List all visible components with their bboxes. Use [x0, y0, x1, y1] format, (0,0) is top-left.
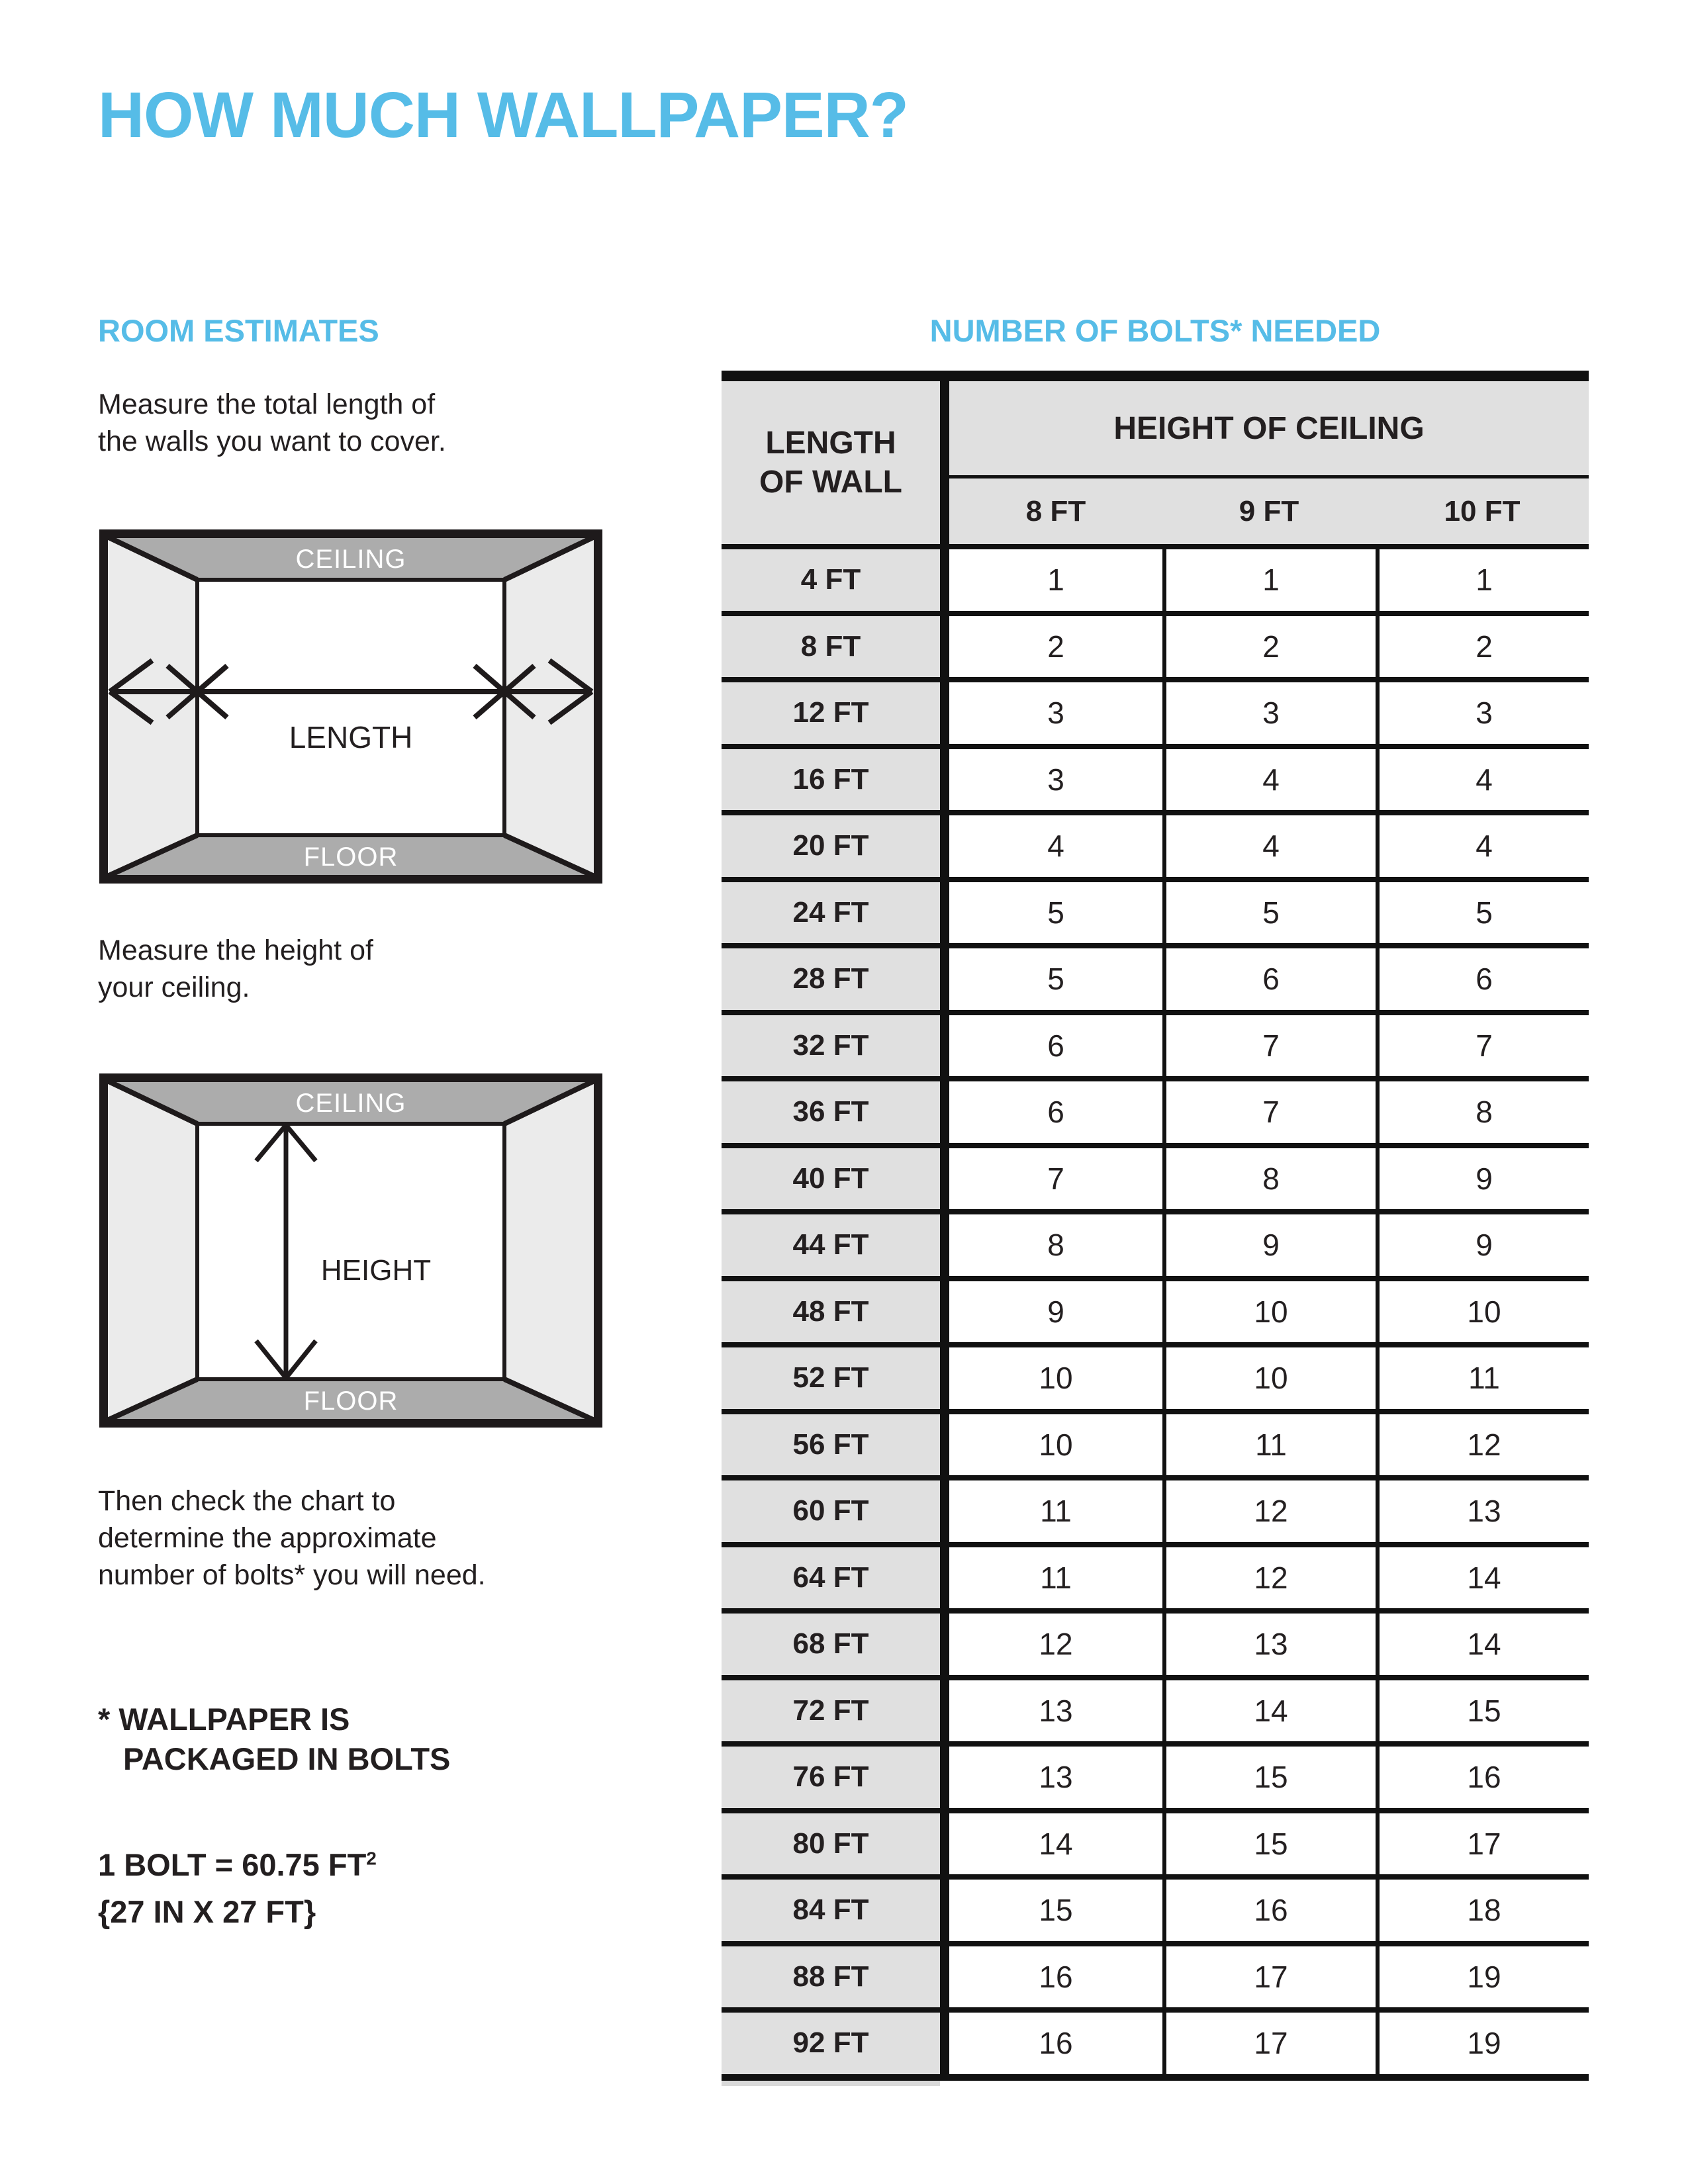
table-bottom-gray-strip	[722, 2081, 940, 2086]
table-row	[722, 1608, 1589, 1675]
bolt-count-cell: 14	[1376, 1547, 1589, 1609]
room-estimates-heading: ROOM ESTIMATES	[98, 313, 379, 348]
bolt-count-cell: 9	[1376, 1148, 1589, 1210]
superscript-two: 2	[366, 1848, 377, 1869]
bolt-count-cell: 12	[1376, 1414, 1589, 1476]
bolt-count-cell: 16	[949, 1946, 1162, 2008]
footnote-line: * WALLPAPER IS	[98, 1702, 350, 1737]
row-vertical-divider	[940, 1281, 949, 1343]
row-vertical-divider	[940, 1747, 949, 1808]
table-row	[722, 1675, 1589, 1742]
length-label: LENGTH	[289, 720, 413, 754]
paragraph-check-chart	[98, 1482, 641, 1594]
height-label: HEIGHT	[320, 1254, 432, 1287]
wall-length-label: 24 FT	[722, 882, 940, 944]
bolt-count-cell: 9	[1162, 1214, 1376, 1276]
bolt-count-cell: 11	[1162, 1414, 1376, 1476]
bolt-count-cell: 12	[1162, 1547, 1376, 1609]
row-vertical-divider	[940, 1480, 949, 1542]
column-header-9ft: 9 FT	[1239, 494, 1299, 527]
bolt-count-cell: 17	[1162, 1946, 1376, 2008]
ceiling-label: CEILING	[295, 545, 406, 574]
wall-length-label: 88 FT	[722, 1946, 940, 2008]
bolt-count-cell: 10	[1162, 1347, 1376, 1409]
bolt-count-cell: 6	[1376, 948, 1589, 1010]
bolt-equation: 1 BOLT = 60.75 $FT^2$	[98, 1847, 377, 1882]
wall-length-label: 28 FT	[722, 948, 940, 1010]
table-row	[722, 1808, 1589, 1875]
bolt-count-cell: 5	[1162, 882, 1376, 944]
table-row	[722, 1874, 1589, 1941]
bolt-count-cell: 15	[1162, 1813, 1376, 1875]
row-vertical-divider	[940, 1547, 949, 1609]
wall-length-label: 44 FT	[722, 1214, 940, 1276]
row-vertical-divider	[940, 549, 949, 611]
row-vertical-divider	[940, 1347, 949, 1409]
row-vertical-divider	[940, 948, 949, 1010]
paragraph-line: determine the approximate	[98, 1522, 437, 1554]
bolt-count-cell: 17	[1162, 2013, 1376, 2074]
bolt-count-cell: 1	[1376, 549, 1589, 611]
table-row	[722, 1076, 1589, 1143]
bolts-needed-heading: NUMBER OF BOLTS* NEEDED	[929, 313, 1381, 348]
bolt-dimensions: {27 IN X 27 FT}	[98, 1894, 316, 1929]
bolt-count-cell: 8	[949, 1214, 1162, 1276]
bolt-count-cell: 6	[949, 1081, 1162, 1143]
wallpaper-bolts-footnote	[98, 1700, 628, 1779]
table-row	[722, 943, 1589, 1010]
row-vertical-divider	[940, 1148, 949, 1210]
bolt-count-cell: 4	[1162, 815, 1376, 877]
bolt-count-cell: 3	[1162, 682, 1376, 744]
wall-length-label: 80 FT	[722, 1813, 940, 1875]
row-vertical-divider	[940, 1081, 949, 1143]
row-vertical-divider	[940, 1015, 949, 1077]
table-bottom-border	[722, 2074, 1589, 2081]
bolt-count-cell: 10	[949, 1414, 1162, 1476]
wall-length-label: 20 FT	[722, 815, 940, 877]
bolt-count-cell: 1	[1162, 549, 1376, 611]
bolt-count-cell: 3	[949, 682, 1162, 744]
wall-length-label: 48 FT	[722, 1281, 940, 1343]
bolt-count-cell: 4	[1376, 749, 1589, 811]
row-vertical-divider	[940, 1946, 949, 2008]
row-vertical-divider	[940, 1414, 949, 1476]
bolt-count-cell: 4	[949, 815, 1162, 877]
paragraph-line: your ceiling.	[98, 972, 250, 1003]
paragraph-measure-height	[98, 932, 601, 1006]
wall-length-label: 12 FT	[722, 682, 940, 744]
height-of-ceiling-header: HEIGHT OF CEILING	[1113, 410, 1425, 446]
bolt-count-cell: 9	[949, 1281, 1162, 1343]
asterisk: *	[98, 1702, 111, 1737]
column-header-10ft: 10 FT	[1444, 494, 1521, 527]
bolt-count-cell: 3	[1376, 682, 1589, 744]
table-row	[722, 1209, 1589, 1276]
row-vertical-divider	[940, 882, 949, 944]
bolt-count-cell: 15	[949, 1880, 1162, 1941]
wall-length-label: 64 FT	[722, 1547, 940, 1609]
table-row	[722, 1741, 1589, 1808]
table-row	[722, 1143, 1589, 1210]
table-row	[722, 1276, 1589, 1343]
paragraph-line: number of bolts* you will need.	[98, 1559, 486, 1591]
wall-length-label: 16 FT	[722, 749, 940, 811]
bolt-count-cell: 10	[1162, 1281, 1376, 1343]
bolts-needed-table	[722, 371, 1589, 2086]
table-row	[722, 1342, 1589, 1409]
bolt-count-cell: 2	[949, 616, 1162, 678]
wall-length-label: 52 FT	[722, 1347, 940, 1409]
bolt-count-cell: 16	[949, 2013, 1162, 2074]
bolt-count-cell: 6	[1162, 948, 1376, 1010]
bolt-count-cell: 14	[1376, 1614, 1589, 1675]
right-wall-surface	[504, 1080, 596, 1421]
bolt-count-cell: 13	[949, 1680, 1162, 1742]
bolt-count-cell: 5	[949, 948, 1162, 1010]
bolt-count-cell: 7	[1162, 1081, 1376, 1143]
paragraph-line: Measure the height of	[98, 934, 373, 966]
bolt-count-cell: 15	[1376, 1680, 1589, 1742]
bolt-count-cell: 4	[1162, 749, 1376, 811]
wall-length-label: 4 FT	[722, 549, 940, 611]
row-vertical-divider	[940, 1214, 949, 1276]
bolt-count-cell: 8	[1162, 1148, 1376, 1210]
bolt-count-cell: 11	[949, 1547, 1162, 1609]
bolt-count-cell: 13	[949, 1747, 1162, 1808]
table-row	[722, 1542, 1589, 1609]
wall-length-label: 84 FT	[722, 1880, 940, 1941]
row-vertical-divider	[940, 682, 949, 744]
bolt-count-cell: 3	[949, 749, 1162, 811]
row-vertical-divider	[940, 2013, 949, 2074]
row-vertical-divider	[940, 815, 949, 877]
wall-length-label: 8 FT	[722, 616, 940, 678]
bolt-count-cell: 19	[1376, 2013, 1589, 2074]
table-row	[722, 810, 1589, 877]
ceiling-height-subheader-row	[949, 478, 1589, 544]
table-row	[722, 2007, 1589, 2074]
row-vertical-divider	[940, 1680, 949, 1742]
paragraph-line: Measure the total length of	[98, 388, 436, 420]
row-vertical-divider	[940, 749, 949, 811]
header-vertical-divider	[940, 381, 949, 544]
bolt-count-cell: 7	[1162, 1015, 1376, 1077]
row-vertical-divider	[940, 1614, 949, 1675]
paragraph-measure-length	[98, 386, 601, 460]
room-length-diagram	[99, 529, 602, 884]
footnote-line: PACKAGED IN BOLTS	[123, 1741, 451, 1776]
height-of-ceiling-header-group	[949, 381, 1589, 544]
bolt-count-cell: 15	[1162, 1747, 1376, 1808]
back-wall	[197, 580, 504, 835]
length-of-wall-header: LENGTH OF WALL	[759, 426, 902, 500]
table-top-border	[722, 371, 1589, 381]
bolt-count-cell: 7	[949, 1148, 1162, 1210]
bolt-count-cell: 10	[949, 1347, 1162, 1409]
room-height-diagram	[99, 1073, 602, 1428]
bolt-size-info	[98, 1841, 628, 1935]
wall-length-label: 60 FT	[722, 1480, 940, 1542]
bolt-count-cell: 16	[1162, 1880, 1376, 1941]
bolt-count-cell: 1	[949, 549, 1162, 611]
bolt-count-cell: 4	[1376, 815, 1589, 877]
bolt-count-cell: 12	[1162, 1480, 1376, 1542]
bolt-count-cell: 11	[1376, 1347, 1589, 1409]
bolt-count-cell: 14	[1162, 1680, 1376, 1742]
wall-length-label: 68 FT	[722, 1614, 940, 1675]
table-row	[722, 877, 1589, 944]
bolt-count-cell: 8	[1376, 1081, 1589, 1143]
table-row	[722, 1941, 1589, 2008]
wall-length-label: 72 FT	[722, 1680, 940, 1742]
paragraph-line: the walls you want to cover.	[98, 426, 446, 457]
back-wall	[197, 1124, 504, 1379]
table-row	[722, 1409, 1589, 1476]
wall-length-label: 32 FT	[722, 1015, 940, 1077]
table-row	[722, 611, 1589, 678]
page-title: HOW MUCH WALLPAPER?	[98, 79, 908, 151]
table-row	[722, 744, 1589, 811]
bolt-count-cell: 11	[949, 1480, 1162, 1542]
column-header-8ft: 8 FT	[1025, 494, 1086, 527]
wall-length-label: 76 FT	[722, 1747, 940, 1808]
row-vertical-divider	[940, 1813, 949, 1875]
wall-length-label: 92 FT	[722, 2013, 940, 2074]
wall-length-label: 36 FT	[722, 1081, 940, 1143]
table-row	[722, 677, 1589, 744]
floor-label: FLOOR	[303, 842, 399, 872]
table-header	[722, 381, 1589, 544]
bolt-count-cell: 2	[1162, 616, 1376, 678]
row-vertical-divider	[940, 1880, 949, 1941]
wall-length-label: 56 FT	[722, 1414, 940, 1476]
ceiling-label: CEILING	[295, 1089, 406, 1118]
bolt-count-cell: 13	[1376, 1480, 1589, 1542]
bolt-count-cell: 2	[1376, 616, 1589, 678]
floor-label: FLOOR	[303, 1387, 399, 1416]
bolt-count-cell: 14	[949, 1813, 1162, 1875]
table-row	[722, 544, 1589, 611]
wall-length-label: 40 FT	[722, 1148, 940, 1210]
row-vertical-divider	[940, 616, 949, 678]
bolt-count-cell: 9	[1376, 1214, 1589, 1276]
left-wall-surface	[106, 1080, 197, 1421]
bolt-table-body	[722, 544, 1589, 2074]
bolt-count-cell: 18	[1376, 1880, 1589, 1941]
bolt-count-cell: 7	[1376, 1015, 1589, 1077]
bolt-count-cell: 5	[1376, 882, 1589, 944]
bolt-count-cell: 12	[949, 1614, 1162, 1675]
bolt-count-cell: 5	[949, 882, 1162, 944]
bolt-count-cell: 13	[1162, 1614, 1376, 1675]
table-row	[722, 1010, 1589, 1077]
bolt-count-cell: 16	[1376, 1747, 1589, 1808]
paragraph-line: Then check the chart to	[98, 1485, 396, 1517]
bolt-count-cell: 17	[1376, 1813, 1589, 1875]
table-row	[722, 1475, 1589, 1542]
bolt-count-cell: 10	[1376, 1281, 1589, 1343]
bolt-count-cell: 6	[949, 1015, 1162, 1077]
bolt-count-cell: 19	[1376, 1946, 1589, 2008]
